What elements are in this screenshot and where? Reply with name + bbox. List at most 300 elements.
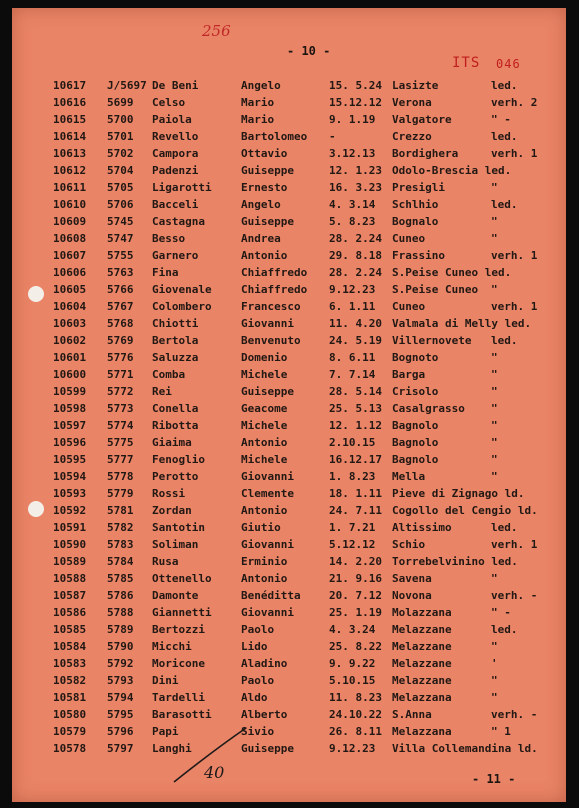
status-cell: " xyxy=(491,351,498,364)
table-row xyxy=(12,283,566,300)
first-name-cell: Alberto xyxy=(241,708,288,721)
status-cell: verh. 1 xyxy=(491,249,538,262)
first-name-cell: Mario xyxy=(241,113,275,126)
reference-number-cell: 5785 xyxy=(107,572,134,585)
index-number-cell: 10616 xyxy=(53,96,87,109)
reference-number-cell: 5779 xyxy=(107,487,134,500)
first-name-cell: Geacome xyxy=(241,402,288,415)
surname-cell: Fina xyxy=(152,266,179,279)
index-number-cell: 10583 xyxy=(53,657,87,670)
table-row xyxy=(12,351,566,368)
birthplace-cell: Cuneo xyxy=(392,300,426,313)
reference-number-cell: 5704 xyxy=(107,164,134,177)
index-number-cell: 10608 xyxy=(53,232,87,245)
surname-cell: Comba xyxy=(152,368,186,381)
table-row xyxy=(12,725,566,742)
birth-date-cell: 7. 7.14 xyxy=(329,368,376,381)
index-number-cell: 10590 xyxy=(53,538,87,551)
table-row xyxy=(12,181,566,198)
first-name-cell: Mario xyxy=(241,96,275,109)
surname-cell: Perotto xyxy=(152,470,199,483)
table-row xyxy=(12,402,566,419)
first-name-cell: Angelo xyxy=(241,198,281,211)
birthplace-cell: S.Peise Cuneo led. xyxy=(392,266,512,279)
first-name-cell: Aladino xyxy=(241,657,288,670)
status-cell: led. xyxy=(491,521,518,534)
birth-date-cell: 12. 1.23 xyxy=(329,164,382,177)
birth-date-cell: 3.12.13 xyxy=(329,147,376,160)
reference-number-cell: 5774 xyxy=(107,419,134,432)
reference-number-cell: 5766 xyxy=(107,283,134,296)
table-row xyxy=(12,249,566,266)
birth-date-cell: 11. 4.20 xyxy=(329,317,382,330)
birthplace-cell: Schlhio xyxy=(392,198,439,211)
reference-number-cell: 5790 xyxy=(107,640,134,653)
birthplace-cell: Pieve di Zignago ld. xyxy=(392,487,525,500)
surname-cell: Bacceli xyxy=(152,198,199,211)
table-row xyxy=(12,521,566,538)
surname-cell: Soliman xyxy=(152,538,199,551)
status-cell: " - xyxy=(491,606,511,619)
index-number-cell: 10609 xyxy=(53,215,87,228)
status-cell: verh. 1 xyxy=(491,538,538,551)
birth-date-cell: 1. 8.23 xyxy=(329,470,376,483)
birth-date-cell: 26. 8.11 xyxy=(329,725,382,738)
reference-number-cell: 5705 xyxy=(107,181,134,194)
table-row xyxy=(12,368,566,385)
birth-date-cell: 15. 5.24 xyxy=(329,79,382,92)
table-row xyxy=(12,674,566,691)
table-row xyxy=(12,470,566,487)
reference-number-cell: 5781 xyxy=(107,504,134,517)
surname-cell: Conella xyxy=(152,402,199,415)
surname-cell: Santotin xyxy=(152,521,205,534)
birth-date-cell: 28. 5.14 xyxy=(329,385,382,398)
reference-number-cell: 5776 xyxy=(107,351,134,364)
first-name-cell: Benéditta xyxy=(241,589,301,602)
birthplace-cell: Bognalo xyxy=(392,215,439,228)
birthplace-cell: Torrebelvinino led. xyxy=(392,555,518,568)
first-name-cell: Michele xyxy=(241,419,288,432)
table-row xyxy=(12,317,566,334)
index-number-cell: 10594 xyxy=(53,470,87,483)
index-number-cell: 10591 xyxy=(53,521,87,534)
birth-date-cell: 9.12.23 xyxy=(329,742,376,755)
surname-cell: Zordan xyxy=(152,504,192,517)
first-name-cell: Guiseppe xyxy=(241,742,294,755)
birthplace-cell: S.Anna xyxy=(392,708,432,721)
index-number-cell: 10600 xyxy=(53,368,87,381)
surname-cell: Paiola xyxy=(152,113,192,126)
birth-date-cell: 11. 8.23 xyxy=(329,691,382,704)
index-number-cell: 10612 xyxy=(53,164,87,177)
handwritten-mark: 40 xyxy=(204,763,225,782)
reference-number-cell: 5795 xyxy=(107,708,134,721)
reference-number-cell: 5775 xyxy=(107,436,134,449)
reference-number-cell: J/5697 xyxy=(107,79,147,92)
birth-date-cell: 5.10.15 xyxy=(329,674,376,687)
first-name-cell: Guiseppe xyxy=(241,164,294,177)
birthplace-cell: Novona xyxy=(392,589,432,602)
status-cell: led. xyxy=(491,130,518,143)
surname-cell: Giannetti xyxy=(152,606,212,619)
birth-date-cell: 4. 3.24 xyxy=(329,623,376,636)
surname-cell: Moricone xyxy=(152,657,205,670)
reference-number-cell: 5763 xyxy=(107,266,134,279)
table-row xyxy=(12,215,566,232)
birth-date-cell: 25. 1.19 xyxy=(329,606,382,619)
surname-cell: Saluzza xyxy=(152,351,199,364)
table-row xyxy=(12,623,566,640)
reference-number-cell: 5745 xyxy=(107,215,134,228)
birth-date-cell: 28. 2.24 xyxy=(329,266,382,279)
surname-cell: Giaima xyxy=(152,436,192,449)
reference-number-cell: 5777 xyxy=(107,453,134,466)
surname-cell: Castagna xyxy=(152,215,205,228)
register-table xyxy=(12,79,566,759)
birth-date-cell: 29. 8.18 xyxy=(329,249,382,262)
status-cell: " xyxy=(491,419,498,432)
index-number-cell: 10581 xyxy=(53,691,87,704)
reference-number-cell: 5772 xyxy=(107,385,134,398)
surname-cell: Celso xyxy=(152,96,186,109)
status-cell: led. xyxy=(491,623,518,636)
reference-number-cell: 5699 xyxy=(107,96,134,109)
birthplace-cell: Casalgrasso xyxy=(392,402,465,415)
index-number-cell: 10580 xyxy=(53,708,87,721)
table-row xyxy=(12,300,566,317)
birth-date-cell: 21. 9.16 xyxy=(329,572,382,585)
status-cell: " - xyxy=(491,113,511,126)
reference-number-cell: 5793 xyxy=(107,674,134,687)
table-row xyxy=(12,606,566,623)
birthplace-cell: Odolo-Brescia led. xyxy=(392,164,512,177)
status-cell: " xyxy=(491,674,498,687)
birth-date-cell: 20. 7.12 xyxy=(329,589,382,602)
reference-number-cell: 5788 xyxy=(107,606,134,619)
first-name-cell: Aldo xyxy=(241,691,268,704)
table-row xyxy=(12,657,566,674)
reference-number-cell: 5706 xyxy=(107,198,134,211)
birth-date-cell: 9.12.23 xyxy=(329,283,376,296)
birthplace-cell: Bognoto xyxy=(392,351,439,364)
index-number-cell: 10614 xyxy=(53,130,87,143)
birthplace-cell: Melazzane xyxy=(392,640,452,653)
surname-cell: Padenzi xyxy=(152,164,199,177)
birth-date-cell: 24. 7.11 xyxy=(329,504,382,517)
reference-number-cell: 5792 xyxy=(107,657,134,670)
birthplace-cell: Villernovete xyxy=(392,334,472,347)
status-cell: " xyxy=(491,283,498,296)
index-number-cell: 10579 xyxy=(53,725,87,738)
first-name-cell: Clemente xyxy=(241,487,294,500)
birthplace-cell: Bagnolo xyxy=(392,453,439,466)
birthplace-cell: Bordighera xyxy=(392,147,459,160)
surname-cell: Giovenale xyxy=(152,283,212,296)
reference-number-cell: 5794 xyxy=(107,691,134,704)
table-row xyxy=(12,130,566,147)
table-row xyxy=(12,555,566,572)
birth-date-cell: - xyxy=(329,130,336,143)
status-cell: " xyxy=(491,181,498,194)
birthplace-cell: Crisolo xyxy=(392,385,439,398)
birthplace-cell: Melazzane xyxy=(392,623,452,636)
surname-cell: Fenoglio xyxy=(152,453,205,466)
index-number-cell: 10578 xyxy=(53,742,87,755)
status-cell: " xyxy=(491,368,498,381)
birth-date-cell: 6. 1.11 xyxy=(329,300,376,313)
birthplace-cell: Lasizte xyxy=(392,79,439,92)
index-number-cell: 10599 xyxy=(53,385,87,398)
index-number-cell: 10613 xyxy=(53,147,87,160)
table-row xyxy=(12,79,566,96)
table-row xyxy=(12,96,566,113)
first-name-cell: Bartolomeo xyxy=(241,130,308,143)
status-cell: " xyxy=(491,470,498,483)
status-cell: verh. 2 xyxy=(491,96,538,109)
surname-cell: Bertozzi xyxy=(152,623,205,636)
birth-date-cell: 9. 9.22 xyxy=(329,657,376,670)
surname-cell: Besso xyxy=(152,232,186,245)
birthplace-cell: Cuneo xyxy=(392,232,426,245)
birth-date-cell: 5.12.12 xyxy=(329,538,376,551)
table-row xyxy=(12,538,566,555)
first-name-cell: Michele xyxy=(241,453,288,466)
surname-cell: Revello xyxy=(152,130,199,143)
first-name-cell: Giovanni xyxy=(241,317,294,330)
first-name-cell: Giutio xyxy=(241,521,281,534)
birthplace-cell: Verona xyxy=(392,96,432,109)
birthplace-cell: Bagnolo xyxy=(392,436,439,449)
reference-number-cell: 5771 xyxy=(107,368,134,381)
status-cell: " 1 xyxy=(491,725,511,738)
birthplace-cell: Mella xyxy=(392,470,426,483)
birthplace-cell: Schio xyxy=(392,538,426,551)
birthplace-cell: S.Peise Cuneo xyxy=(392,283,479,296)
index-number-cell: 10588 xyxy=(53,572,87,585)
surname-cell: Ribotta xyxy=(152,419,199,432)
first-name-cell: Lido xyxy=(241,640,268,653)
reference-number-cell: 5778 xyxy=(107,470,134,483)
status-cell: " xyxy=(491,453,498,466)
table-row xyxy=(12,589,566,606)
index-number-cell: 10602 xyxy=(53,334,87,347)
its-stamp: ITS xyxy=(452,55,481,71)
birthplace-cell: Villa Collemandina ld. xyxy=(392,742,538,755)
surname-cell: Bertola xyxy=(152,334,199,347)
status-cell: " xyxy=(491,691,498,704)
first-name-cell: Francesco xyxy=(241,300,301,313)
reference-number-cell: 5769 xyxy=(107,334,134,347)
first-name-cell: Antonio xyxy=(241,572,288,585)
reference-number-cell: 5768 xyxy=(107,317,134,330)
birth-date-cell: 28. 2.24 xyxy=(329,232,382,245)
first-name-cell: Guiseppe xyxy=(241,215,294,228)
index-number-cell: 10582 xyxy=(53,674,87,687)
birth-date-cell: 14. 2.20 xyxy=(329,555,382,568)
index-number-cell: 10587 xyxy=(53,589,87,602)
table-row xyxy=(12,164,566,181)
first-name-cell: Domenio xyxy=(241,351,288,364)
reference-number-cell: 5700 xyxy=(107,113,134,126)
status-cell: " xyxy=(491,436,498,449)
surname-cell: Barasotti xyxy=(152,708,212,721)
birth-date-cell: 9. 1.19 xyxy=(329,113,376,126)
birth-date-cell: 2.10.15 xyxy=(329,436,376,449)
reference-number-cell: 5786 xyxy=(107,589,134,602)
reference-number-cell: 5789 xyxy=(107,623,134,636)
birthplace-cell: Altissimo xyxy=(392,521,452,534)
table-row xyxy=(12,691,566,708)
table-row xyxy=(12,640,566,657)
page-number: - 10 - xyxy=(287,44,331,58)
surname-cell: Ligarotti xyxy=(152,181,212,194)
birth-date-cell: 5. 8.23 xyxy=(329,215,376,228)
surname-cell: Papi xyxy=(152,725,179,738)
table-row xyxy=(12,742,566,759)
index-number-cell: 10605 xyxy=(53,283,87,296)
birth-date-cell: 12. 1.12 xyxy=(329,419,382,432)
status-cell: verh. - xyxy=(491,708,538,721)
reference-number-cell: 5783 xyxy=(107,538,134,551)
status-cell: " xyxy=(491,640,498,653)
birthplace-cell: Melazzane xyxy=(392,674,452,687)
birth-date-cell: 16.12.17 xyxy=(329,453,382,466)
birth-date-cell: 4. 3.14 xyxy=(329,198,376,211)
table-row xyxy=(12,419,566,436)
status-cell: led. xyxy=(491,334,518,347)
table-row xyxy=(12,708,566,725)
document-page xyxy=(12,8,566,802)
table-row xyxy=(12,504,566,521)
index-number-cell: 10595 xyxy=(53,453,87,466)
first-name-cell: Erminio xyxy=(241,555,288,568)
table-row xyxy=(12,232,566,249)
index-number-cell: 10610 xyxy=(53,198,87,211)
index-number-cell: 10584 xyxy=(53,640,87,653)
birthplace-cell: Barga xyxy=(392,368,426,381)
index-number-cell: 10617 xyxy=(53,79,87,92)
stamp-code: 046 xyxy=(496,57,521,71)
first-name-cell: Paolo xyxy=(241,623,275,636)
status-cell: " xyxy=(491,385,498,398)
status-cell: " xyxy=(491,572,498,585)
status-cell: ' xyxy=(491,657,498,670)
surname-cell: Garnero xyxy=(152,249,199,262)
birth-date-cell: 8. 6.11 xyxy=(329,351,376,364)
table-row xyxy=(12,147,566,164)
birthplace-cell: Bagnolo xyxy=(392,419,439,432)
status-cell: verh. 1 xyxy=(491,147,538,160)
index-number-cell: 10592 xyxy=(53,504,87,517)
reference-number-cell: 5702 xyxy=(107,147,134,160)
reference-number-cell: 5755 xyxy=(107,249,134,262)
surname-cell: Tardelli xyxy=(152,691,205,704)
index-number-cell: 10604 xyxy=(53,300,87,313)
status-cell: verh. - xyxy=(491,589,538,602)
surname-cell: Langhi xyxy=(152,742,192,755)
birthplace-cell: Savena xyxy=(392,572,432,585)
table-row xyxy=(12,453,566,470)
table-row xyxy=(12,266,566,283)
first-name-cell: Giovanni xyxy=(241,470,294,483)
birthplace-cell: Cogollo del Cengio ld. xyxy=(392,504,538,517)
table-row xyxy=(12,487,566,504)
birth-date-cell: 24.10.22 xyxy=(329,708,382,721)
first-name-cell: Paolo xyxy=(241,674,275,687)
reference-number-cell: 5782 xyxy=(107,521,134,534)
reference-number-cell: 5701 xyxy=(107,130,134,143)
index-number-cell: 10615 xyxy=(53,113,87,126)
birthplace-cell: Presigli xyxy=(392,181,445,194)
status-cell: " xyxy=(491,215,498,228)
table-row xyxy=(12,113,566,130)
index-number-cell: 10596 xyxy=(53,436,87,449)
index-number-cell: 10607 xyxy=(53,249,87,262)
index-number-cell: 10589 xyxy=(53,555,87,568)
reference-number-cell: 5767 xyxy=(107,300,134,313)
surname-cell: Campora xyxy=(152,147,199,160)
surname-cell: Rossi xyxy=(152,487,186,500)
index-number-cell: 10611 xyxy=(53,181,87,194)
handwritten-scrawl-mark xyxy=(170,724,250,786)
birth-date-cell: 18. 1.11 xyxy=(329,487,382,500)
birthplace-cell: Crezzo xyxy=(392,130,432,143)
surname-cell: Dini xyxy=(152,674,179,687)
reference-number-cell: 5747 xyxy=(107,232,134,245)
surname-cell: Ottenello xyxy=(152,572,212,585)
index-number-cell: 10586 xyxy=(53,606,87,619)
birthplace-cell: Melazzane xyxy=(392,657,452,670)
status-cell: led. xyxy=(491,79,518,92)
first-name-cell: Guiseppe xyxy=(241,385,294,398)
surname-cell: Chiotti xyxy=(152,317,199,330)
handwritten-number: 256 xyxy=(202,22,231,40)
first-name-cell: Giovanni xyxy=(241,538,294,551)
surname-cell: Rusa xyxy=(152,555,179,568)
birthplace-cell: Melazzana xyxy=(392,691,452,704)
first-name-cell: Antonio xyxy=(241,436,288,449)
table-row xyxy=(12,334,566,351)
status-cell: " xyxy=(491,232,498,245)
first-name-cell: Giovanni xyxy=(241,606,294,619)
birth-date-cell: 16. 3.23 xyxy=(329,181,382,194)
status-cell: " xyxy=(491,402,498,415)
birth-date-cell: 24. 5.19 xyxy=(329,334,382,347)
surname-cell: De Beni xyxy=(152,79,199,92)
index-number-cell: 10597 xyxy=(53,419,87,432)
birthplace-cell: Valgatore xyxy=(392,113,452,126)
reference-number-cell: 5796 xyxy=(107,725,134,738)
first-name-cell: Benvenuto xyxy=(241,334,301,347)
table-row xyxy=(12,198,566,215)
reference-number-cell: 5773 xyxy=(107,402,134,415)
index-number-cell: 10603 xyxy=(53,317,87,330)
table-row xyxy=(12,436,566,453)
first-name-cell: Antonio xyxy=(241,504,288,517)
reference-number-cell: 5797 xyxy=(107,742,134,755)
first-name-cell: Andrea xyxy=(241,232,281,245)
first-name-cell: Sivio xyxy=(241,725,275,738)
surname-cell: Micchi xyxy=(152,640,192,653)
index-number-cell: 10598 xyxy=(53,402,87,415)
first-name-cell: Angelo xyxy=(241,79,281,92)
birthplace-cell: Frassino xyxy=(392,249,445,262)
index-number-cell: 10601 xyxy=(53,351,87,364)
first-name-cell: Ernesto xyxy=(241,181,288,194)
index-number-cell: 10585 xyxy=(53,623,87,636)
birth-date-cell: 1. 7.21 xyxy=(329,521,376,534)
